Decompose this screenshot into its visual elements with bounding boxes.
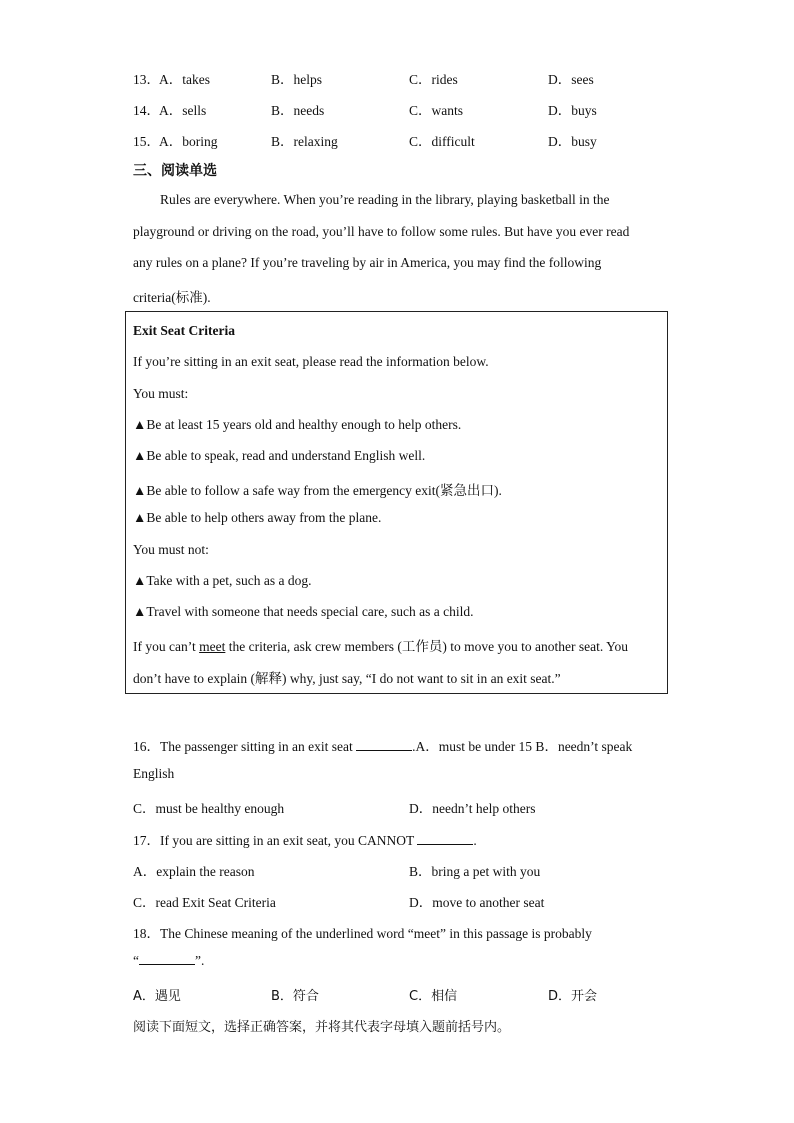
- q13-option-b[interactable]: B．helps: [271, 72, 323, 87]
- q18-blank-line: [133, 953, 204, 969]
- q15-number: 15．: [133, 134, 160, 149]
- q18-stem: 18．The Chinese meaning of the underlined word “meet” in this passage is probably: [133, 926, 592, 941]
- q13-option-a[interactable]: A．takes: [159, 72, 210, 87]
- q16-stem-pre: 16．The passenger sitting in an exit seat: [133, 739, 357, 754]
- must-item: ▲Be able to speak, read and understand English well.: [133, 448, 426, 463]
- answer-blank[interactable]: [417, 833, 473, 845]
- q16-stem-post: .A．must be under 15 B．needn’t speak: [412, 739, 633, 754]
- q15-option-c[interactable]: C．difficult: [409, 134, 475, 149]
- q13-option-c[interactable]: C．rides: [409, 72, 458, 87]
- q16-stem: [133, 735, 632, 755]
- closing-text-pre: If you can’t: [133, 639, 200, 654]
- answer-blank[interactable]: [139, 953, 195, 965]
- q17-stem-post: .: [473, 833, 477, 848]
- q18-option-c[interactable]: C．相信: [409, 989, 458, 1004]
- q17-option-a[interactable]: A．explain the reason: [133, 864, 255, 879]
- q14-number: 14．: [133, 103, 160, 118]
- q14-option-c[interactable]: C．wants: [409, 103, 463, 118]
- q14-option-b[interactable]: B．needs: [271, 103, 325, 118]
- box-title: Exit Seat Criteria: [133, 323, 235, 338]
- must-not-label: You must not:: [133, 542, 209, 557]
- q17-stem-pre: 17．If you are sitting in an exit seat, you CANNOT: [133, 833, 418, 848]
- passage-line-2: playground or driving on the road, you’ll have to follow some rules. But have you ever read: [133, 224, 630, 239]
- must-item: ▲Be able to help others away from the plane.: [133, 510, 382, 525]
- passage-line-1: Rules are everywhere. When you’re reading in the library, playing basketball in the: [160, 192, 610, 207]
- open-quote: “: [133, 953, 139, 968]
- must-not-item: ▲Take with a pet, such as a dog.: [133, 573, 312, 588]
- q17-option-c[interactable]: C．read Exit Seat Criteria: [133, 895, 276, 910]
- q18-option-d[interactable]: D．开会: [548, 989, 598, 1004]
- box-closing-line-2: don’t have to explain (解释) why, just say, “I do not want to sit in an exit seat.”: [133, 671, 561, 686]
- q14-option-a[interactable]: A．sells: [159, 103, 207, 118]
- q14-option-d[interactable]: D．buys: [548, 103, 597, 118]
- passage-line-3: any rules on a plane? If you’re traveling by air in America, you may find the following: [133, 255, 602, 270]
- q15-option-b[interactable]: B．relaxing: [271, 134, 338, 149]
- q16-stem-line-2: English: [133, 766, 175, 781]
- must-not-item: ▲Travel with someone that needs special care, such as a child.: [133, 604, 474, 619]
- underlined-word-meet: meet: [199, 639, 226, 654]
- q15-option-a[interactable]: A．boring: [159, 134, 218, 149]
- must-label: You must:: [133, 386, 189, 401]
- q17-option-d[interactable]: D．move to another seat: [409, 895, 545, 910]
- instruction-text: 阅读下面短文，选择正确答案，并将其代表字母填入题前括号内。: [133, 1020, 511, 1035]
- closing-text-post: the criteria, ask crew members (工作员) to move you to another seat. You: [225, 639, 629, 654]
- box-intro: If you’re sitting in an exit seat, please read the information below.: [133, 354, 489, 369]
- box-closing-line-1: [133, 635, 628, 655]
- q13-option-d[interactable]: D．sees: [548, 72, 594, 87]
- q15-option-d[interactable]: D．busy: [548, 134, 597, 149]
- q16-option-c[interactable]: C．must be healthy enough: [133, 801, 285, 816]
- section-heading: 三、阅读单选: [133, 163, 217, 179]
- q18-option-b[interactable]: B．符合: [271, 989, 319, 1004]
- q13-number: 13．: [133, 72, 160, 87]
- q16-option-d[interactable]: D．needn’t help others: [409, 801, 536, 816]
- close-quote: ”.: [195, 953, 205, 968]
- must-item: ▲Be at least 15 years old and healthy enough to help others.: [133, 417, 462, 432]
- q17-stem: [133, 829, 477, 849]
- must-item: ▲Be able to follow a safe way from the emergency exit(紧急出口).: [133, 483, 502, 498]
- answer-blank[interactable]: [356, 739, 412, 751]
- passage-line-4: criteria(标准).: [133, 290, 211, 305]
- q18-option-a[interactable]: A．遇见: [133, 989, 181, 1004]
- q17-option-b[interactable]: B．bring a pet with you: [409, 864, 541, 879]
